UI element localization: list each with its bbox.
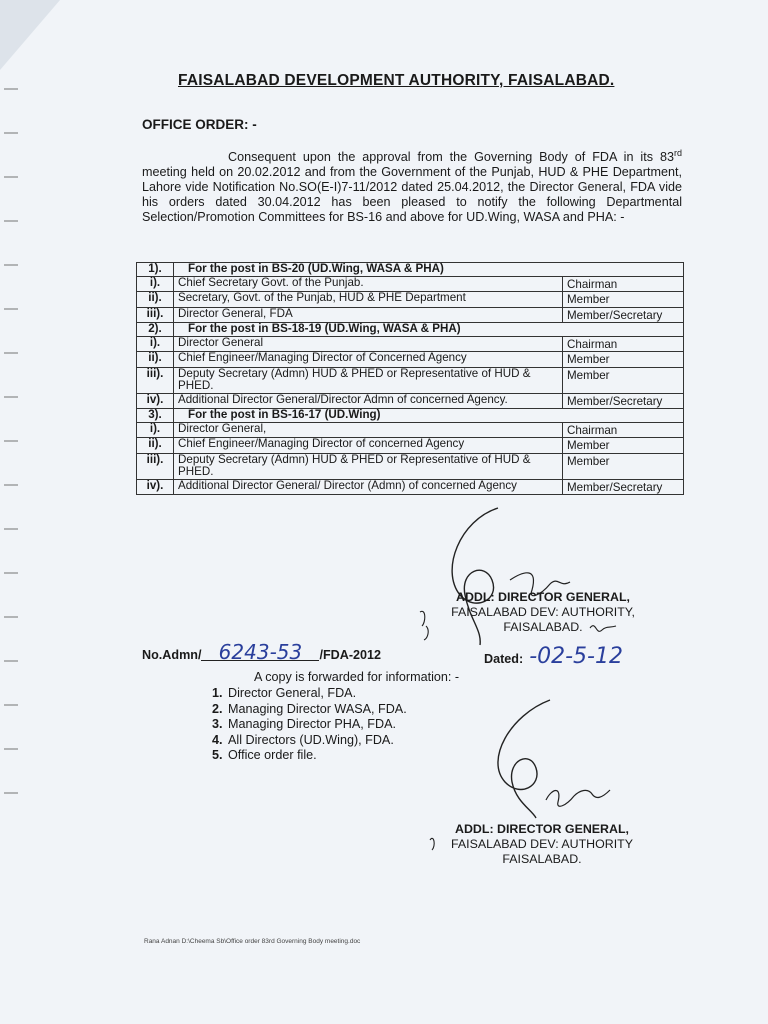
- signatory-city: FAISALABAD.: [503, 620, 583, 634]
- committee-number: 2).: [137, 323, 174, 337]
- signature-block-1: [418, 590, 668, 635]
- member-name: Chief Engineer/Managing Director of concerned Agency: [174, 438, 563, 454]
- recipient-item: 4. All Directors (UD.Wing), FDA.: [226, 733, 407, 749]
- member-number: iii).: [137, 367, 174, 393]
- member-row: [137, 276, 684, 292]
- member-row: [137, 438, 684, 454]
- member-role: Chairman: [563, 422, 684, 438]
- member-number: i).: [137, 336, 174, 352]
- signatory-title: ADDL: DIRECTOR GENERAL,: [455, 822, 629, 836]
- signatory-office: FAISALABAD DEV: AUTHORITY,: [451, 605, 635, 619]
- page-fold-corner: [0, 0, 60, 70]
- signature-block-2: [422, 822, 662, 867]
- member-number: iii).: [137, 453, 174, 479]
- handwritten-signature-2: [470, 690, 640, 830]
- member-row: [137, 453, 684, 479]
- handwritten-date: -02-5-12: [529, 644, 623, 669]
- member-name: Director General: [174, 336, 563, 352]
- member-name: Chief Engineer/Managing Director of Concerned Agency: [174, 352, 563, 368]
- member-role: Member: [563, 352, 684, 368]
- dated-line: [484, 644, 623, 669]
- committee-number: 3).: [137, 409, 174, 423]
- member-name: Director General, FDA: [174, 307, 563, 323]
- committee-heading: For the post in BS-16-17 (UD.Wing): [174, 409, 684, 423]
- member-row: [137, 367, 684, 393]
- member-role: Member: [563, 367, 684, 393]
- committee-heading: For the post in BS-20 (UD.Wing, WASA & PHA): [174, 263, 684, 277]
- committee-heading-row: [137, 323, 684, 337]
- member-role: Member/Secretary: [563, 479, 684, 495]
- member-number: ii).: [137, 292, 174, 308]
- member-role: Chairman: [563, 276, 684, 292]
- recipient-item: 2. Managing Director WASA, FDA.: [226, 702, 407, 718]
- para-text-start: Consequent upon the approval from the Governing Body of FDA in its 83: [228, 150, 674, 164]
- member-row: [137, 479, 684, 495]
- member-number: i).: [137, 422, 174, 438]
- member-role: Member/Secretary: [563, 307, 684, 323]
- file-path-footer: Rana Adnan D:\Cheema Sb\Office order 83rd Governing Body meeting.doc: [144, 938, 361, 945]
- member-number: ii).: [137, 438, 174, 454]
- member-name: Additional Director General/Director Admn of concerned Agency.: [174, 393, 563, 409]
- signatory-office: FAISALABAD DEV: AUTHORITY: [450, 837, 633, 851]
- member-role: Member: [563, 292, 684, 308]
- member-name: Deputy Secretary (Admn) HUD & PHED or Representative of HUD & PHED.: [174, 367, 563, 393]
- recipients-list: [204, 686, 407, 764]
- member-name: Secretary, Govt. of the Punjab, HUD & PHE Department: [174, 292, 563, 308]
- committee-heading: For the post in BS-18-19 (UD.Wing, WASA & PHA): [174, 323, 684, 337]
- member-number: iii).: [137, 307, 174, 323]
- reference-number: [142, 640, 382, 664]
- member-number: iv).: [137, 393, 174, 409]
- committee-heading-row: [137, 263, 684, 277]
- ref-prefix: No.Admn/: [142, 648, 202, 662]
- member-row: [137, 393, 684, 409]
- member-name: Deputy Secretary (Admn) HUD & PHED or Representative of HUD & PHED.: [174, 453, 563, 479]
- member-row: [137, 422, 684, 438]
- member-role: Chairman: [563, 336, 684, 352]
- scan-edge-marks: [4, 70, 18, 830]
- committees-table: [136, 262, 684, 495]
- member-number: ii).: [137, 352, 174, 368]
- para-text-rest: meeting held on 20.02.2012 and from the Government of the Punjab, HUD & PHE Department, Lahore vide Notification No.SO(E-I)7-11/2012 dated 25.04.2012, the Director General, FDA vide his orders dated 30.04.2012 has been pleased to notify the following Departmental Selection/Promotion Committees for BS-16 and above for UD.Wing, WASA and PHA: -: [142, 165, 682, 224]
- recipient-item: 1. Director General, FDA.: [226, 686, 407, 702]
- document-title: FAISALABAD DEVELOPMENT AUTHORITY, FAISALABAD.: [178, 72, 615, 89]
- member-row: [137, 292, 684, 308]
- ordinal-suffix: rd: [673, 147, 682, 158]
- member-role: Member: [563, 453, 684, 479]
- signatory-title: ADDL: DIRECTOR GENERAL,: [456, 590, 630, 604]
- member-name: Chief Secretary Govt. of the Punjab.: [174, 276, 563, 292]
- dated-label: Dated:: [484, 652, 524, 666]
- recipient-item: 3. Managing Director PHA, FDA.: [226, 717, 407, 733]
- member-name: Additional Director General/ Director (Admn) of concerned Agency: [174, 479, 563, 495]
- handwritten-ref-number: 6243-53: [201, 644, 319, 661]
- member-row: [137, 336, 684, 352]
- recipient-item: 5. Office order file.: [226, 748, 407, 764]
- copy-forwarded-text: A copy is forwarded for information: -: [254, 670, 460, 684]
- member-number: i).: [137, 276, 174, 292]
- member-role: Member/Secretary: [563, 393, 684, 409]
- office-order-paragraph: [142, 147, 682, 225]
- office-order-label: OFFICE ORDER: -: [142, 117, 257, 132]
- committee-heading-row: [137, 409, 684, 423]
- member-row: [137, 307, 684, 323]
- member-number: iv).: [137, 479, 174, 495]
- member-row: [137, 352, 684, 368]
- signatory-city: FAISALABAD.: [502, 852, 582, 866]
- member-role: Member: [563, 438, 684, 454]
- member-name: Director General,: [174, 422, 563, 438]
- ref-suffix: /FDA-2012: [319, 648, 382, 662]
- committee-number: 1).: [137, 263, 174, 277]
